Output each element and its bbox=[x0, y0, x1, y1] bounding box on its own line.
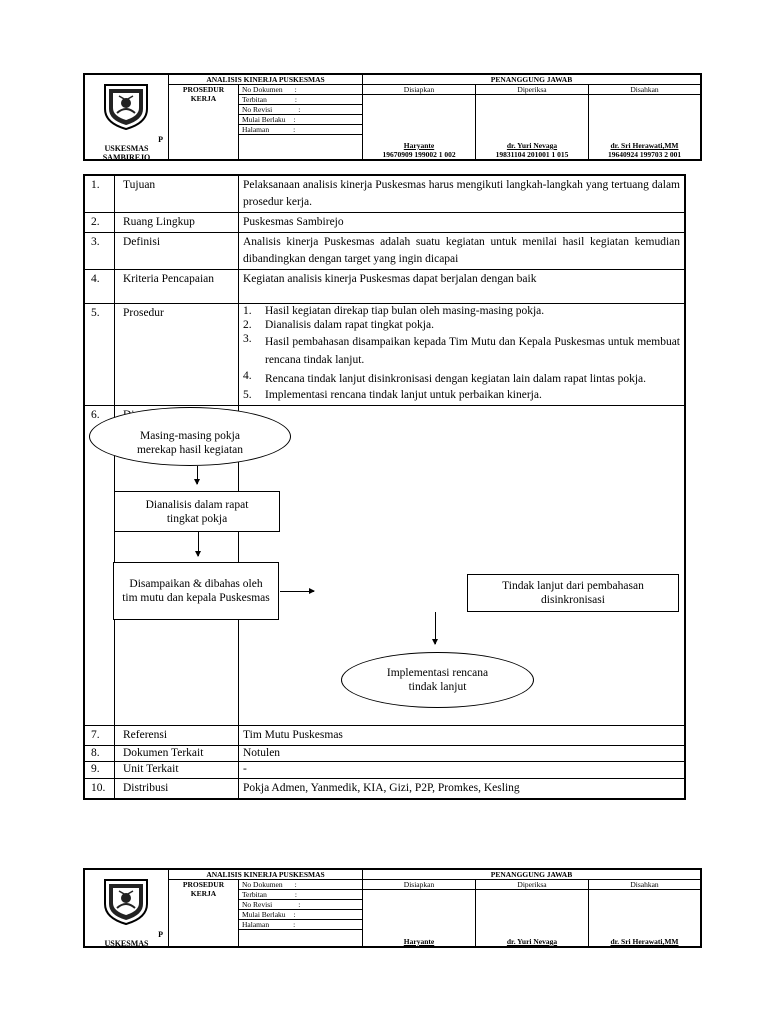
procedure-label: PROSEDUR KERJA bbox=[169, 880, 239, 947]
puskesmas-logo-icon bbox=[101, 83, 151, 131]
signature-disahkan: dr. Sri Herawati,MM bbox=[589, 890, 701, 947]
prosedur-content bbox=[239, 304, 685, 406]
org-logo-cell-bottom bbox=[85, 870, 169, 947]
document-header-bottom bbox=[83, 868, 702, 948]
flow-step-5-ellipse: Implementasi rencana tindak lanjut bbox=[341, 652, 534, 708]
meta-no-dokumen: No Dokumen : bbox=[239, 85, 363, 95]
org-name-line1: USKESMAS bbox=[104, 144, 149, 153]
flow-step-4-box: Tindak lanjut dari pembahasan disinkronisasi bbox=[467, 574, 679, 612]
ruang-lingkup-content: Puskesmas Sambirejo bbox=[239, 213, 685, 233]
table-row: 8. Dokumen Terkait Notulen bbox=[85, 746, 685, 762]
flow-step-1-ellipse: Masing-masing pokja merekap hasil kegiatan bbox=[89, 407, 291, 466]
procedure-label: PROSEDUR KERJA bbox=[169, 85, 239, 160]
dokumen-terkait-content: Notulen bbox=[239, 746, 685, 762]
flow-step-2-box: Dianalisis dalam rapat tingkat pokja bbox=[114, 491, 280, 532]
referensi-content: Tim Mutu Puskesmas bbox=[239, 726, 685, 746]
flow-arrow-1 bbox=[197, 466, 198, 484]
definisi-content: Analisis kinerja Puskesmas adalah suatu kegiatan untuk menilai hasil kegiatan kemudian dibandingkan dengan target yang ingin dicapai bbox=[239, 233, 685, 270]
flow-arrow-3 bbox=[280, 591, 314, 592]
signature-disiapkan: Haryante 19670909 199002 1 002 bbox=[363, 95, 476, 160]
col-disahkan: Disahkan bbox=[589, 85, 701, 95]
flow-arrow-4 bbox=[435, 612, 436, 644]
meta-halaman: Halaman : bbox=[239, 920, 363, 930]
table-row: 4. Kriteria Pencapaian Kegiatan analisis kinerja Puskesmas dapat berjalan dengan baik bbox=[85, 270, 685, 304]
puskesmas-logo-icon bbox=[101, 878, 151, 926]
org-p-letter: P bbox=[158, 930, 163, 939]
meta-halaman: Halaman : bbox=[239, 125, 363, 135]
list-item: 2. Dianalisis dalam rapat tingkat pokja. bbox=[243, 319, 434, 331]
list-item: 1. Hasil kegiatan direkap tiap bulan oleh masing-masing pokja. bbox=[243, 305, 545, 317]
org-p-letter: P bbox=[158, 135, 163, 144]
table-row: 5. Prosedur 1. Hasil kegiatan direkap tiap bulan oleh masing-masing pokja. 2. Dianalisis dalam rapat tingkat pokja. 3. Hasil pembahasan disampaikan kepada Tim Mutu dan Kepala Puskesmas untuk membuat rencana tindak lanjut. 4. Rencana tindak lanjut disinkronisasi dengan kegiatan lain dalam rapat lintas pokja. 5. Implementasi rencana tindak lanjut untuk perbaikan kinerja. bbox=[85, 304, 685, 406]
doc-title: ANALISIS KINERJA PUSKESMAS bbox=[169, 75, 363, 85]
meta-mulai-berlaku: Mulai Berlaku : bbox=[239, 910, 363, 920]
col-diperiksa: Diperiksa bbox=[476, 85, 589, 95]
signature-diperiksa: dr. Yuri Nevaga 19831104 201001 1 015 bbox=[476, 95, 589, 160]
flow-step-3-box: Disampaikan & dibahas oleh tim mutu dan kepala Puskesmas bbox=[113, 562, 279, 620]
unit-terkait-content: - bbox=[239, 762, 685, 779]
meta-mulai-berlaku: Mulai Berlaku : bbox=[239, 115, 363, 125]
signature-diperiksa: dr. Yuri Nevaga bbox=[476, 890, 589, 947]
responsible-title: PENANGGUNG JAWAB bbox=[363, 870, 701, 880]
list-item: 4. Rencana tindak lanjut disinkronisasi dengan kegiatan lain dalam rapat lintas pokja. bbox=[243, 370, 646, 385]
doc-title: ANALISIS KINERJA PUSKESMAS bbox=[169, 870, 363, 880]
col-disiapkan: Disiapkan bbox=[363, 85, 476, 95]
org-name-line1: USKESMAS bbox=[104, 939, 149, 948]
kriteria-content: Kegiatan analisis kinerja Puskesmas dapat berjalan dengan baik bbox=[239, 270, 685, 304]
meta-no-dokumen: No Dokumen : bbox=[239, 880, 363, 890]
col-diperiksa: Diperiksa bbox=[476, 880, 589, 890]
distribusi-content: Pokja Admen, Yanmedik, KIA, Gizi, P2P, Promkes, Kesling bbox=[239, 779, 685, 799]
document-header-top bbox=[83, 73, 702, 161]
table-row: 2. Ruang Lingkup Puskesmas Sambirejo bbox=[85, 213, 685, 233]
table-row: 1. Tujuan Pelaksanaan analisis kinerja Puskesmas harus mengikuti langkah-langkah yang tertuang dalam prosedur kerja. bbox=[85, 176, 685, 213]
signature-disahkan: dr. Sri Herawati,MM 19640924 199703 2 001 bbox=[589, 95, 701, 160]
org-name-line2: SAMBIREJO bbox=[102, 153, 151, 162]
meta-empty bbox=[239, 930, 363, 947]
col-disiapkan: Disiapkan bbox=[363, 880, 476, 890]
meta-empty bbox=[239, 135, 363, 160]
list-item: 3. Hasil pembahasan disampaikan kepada Tim Mutu dan Kepala Puskesmas untuk membuat rencana tindak lanjut. bbox=[243, 333, 680, 366]
signature-disiapkan: Haryante bbox=[363, 890, 476, 947]
list-item: 5. Implementasi rencana tindak lanjut untuk perbaikan kinerja. bbox=[243, 389, 542, 401]
meta-terbitan: Terbitan : bbox=[239, 890, 363, 900]
table-row: 3. Definisi Analisis kinerja Puskesmas adalah suatu kegiatan untuk menilai hasil kegiatan kemudian dibandingkan dengan target yang ingin dicapai bbox=[85, 233, 685, 270]
table-row: 6. bbox=[85, 406, 685, 726]
procedure-table bbox=[83, 174, 686, 800]
meta-terbitan: Terbitan : bbox=[239, 95, 363, 105]
col-disahkan: Disahkan bbox=[589, 880, 701, 890]
flow-arrow-2 bbox=[198, 532, 199, 556]
meta-no-revisi: No Revisi : bbox=[239, 900, 363, 910]
table-row: 9. Unit Terkait - bbox=[85, 762, 685, 779]
tujuan-content: Pelaksanaan analisis kinerja Puskesmas harus mengikuti langkah-langkah yang tertuang dalam prosedur kerja. bbox=[239, 176, 685, 213]
org-logo-cell bbox=[85, 75, 169, 160]
responsible-title: PENANGGUNG JAWAB bbox=[363, 75, 701, 85]
table-row: 10. Distribusi Pokja Admen, Yanmedik, KIA, Gizi, P2P, Promkes, Kesling bbox=[85, 779, 685, 799]
meta-no-revisi: No Revisi : bbox=[239, 105, 363, 115]
table-row: 7. Referensi Tim Mutu Puskesmas bbox=[85, 726, 685, 746]
